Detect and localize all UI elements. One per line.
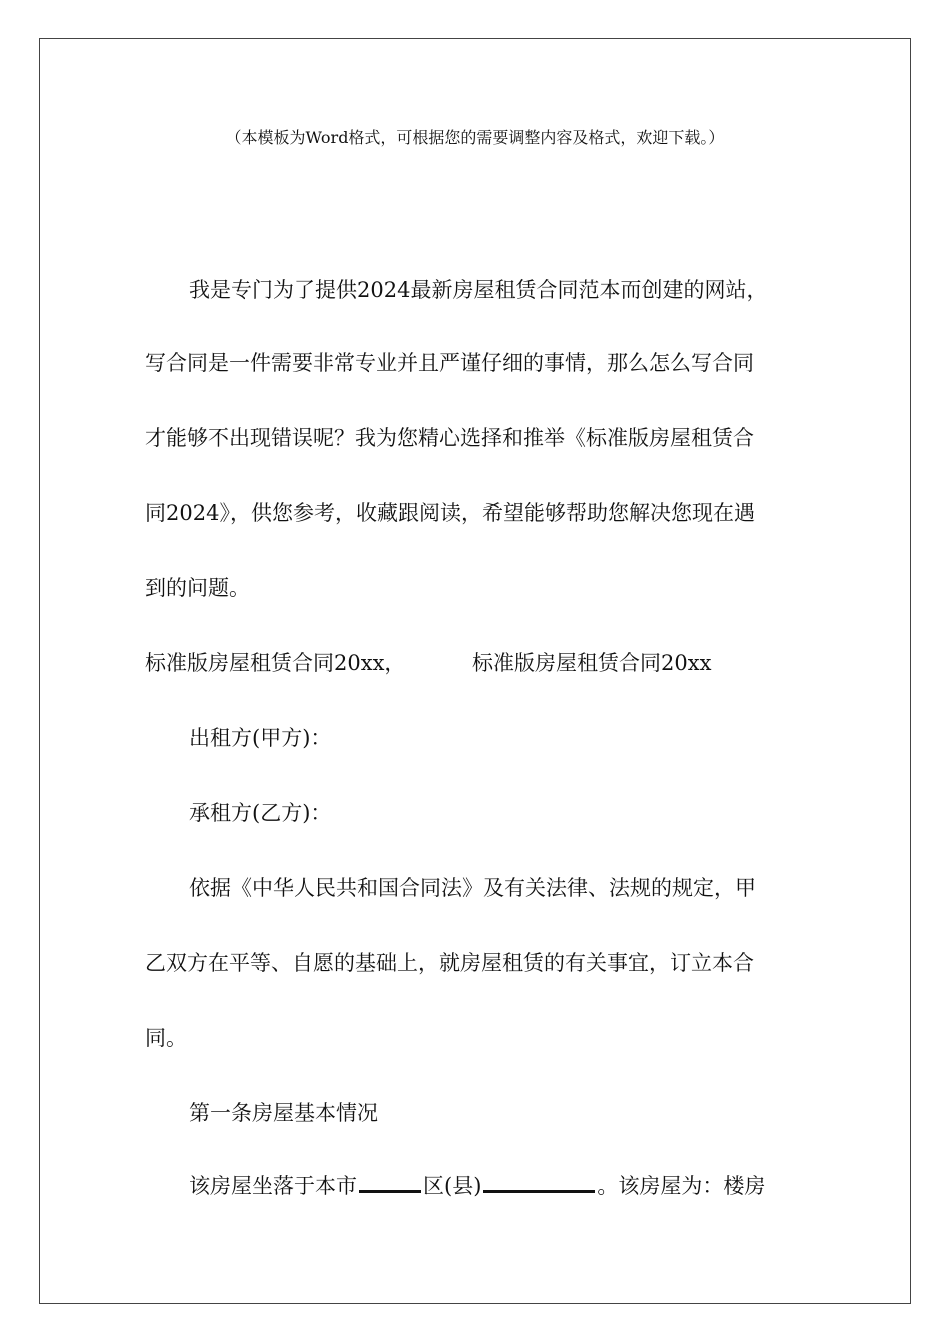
contract-title-left: 标准版房屋租赁合同20xx， bbox=[145, 651, 406, 675]
location-text-2: 区(县) bbox=[423, 1174, 482, 1198]
location-text-1: 该房屋坐落于本市 bbox=[189, 1174, 357, 1198]
intro-line-3: 才能够不出现错误呢？我为您精心选择和推举《标准版房屋租赁合 bbox=[145, 426, 754, 450]
basis-line-3: 同。 bbox=[145, 1026, 187, 1050]
basis-line-2: 乙双方在平等、自愿的基础上，就房屋租赁的有关事宜，订立本合 bbox=[145, 951, 754, 975]
intro-line-4: 同2024》，供您参考，收藏跟阅读，希望能够帮助您解决您现在遇 bbox=[145, 501, 755, 525]
intro-line-2: 写合同是一件需要非常专业并且严谨仔细的事情，那么怎么写合同 bbox=[145, 351, 754, 375]
intro-line-1: 我是专门为了提供2024最新房屋租赁合同范本而创建的网站， bbox=[189, 278, 768, 302]
intro-line-5: 到的问题。 bbox=[145, 576, 250, 600]
address-blank[interactable] bbox=[483, 1172, 595, 1193]
lessee-label: 承租方(乙方)： bbox=[189, 801, 332, 825]
district-blank[interactable] bbox=[359, 1172, 421, 1193]
location-text-3: 。该房屋为：楼房 bbox=[597, 1174, 766, 1198]
template-notice: （本模板为Word格式，可根据您的需要调整内容及格式，欢迎下载。） bbox=[225, 128, 725, 147]
contract-title-right: 标准版房屋租赁合同20xx bbox=[472, 651, 712, 675]
basis-line-1: 依据《中华人民共和国合同法》及有关法律、法规的规定，甲 bbox=[189, 876, 756, 900]
article-1-location-line bbox=[189, 1172, 765, 1200]
lessor-label: 出租方(甲方)： bbox=[189, 726, 332, 750]
article-1-title: 第一条房屋基本情况 bbox=[189, 1101, 378, 1125]
